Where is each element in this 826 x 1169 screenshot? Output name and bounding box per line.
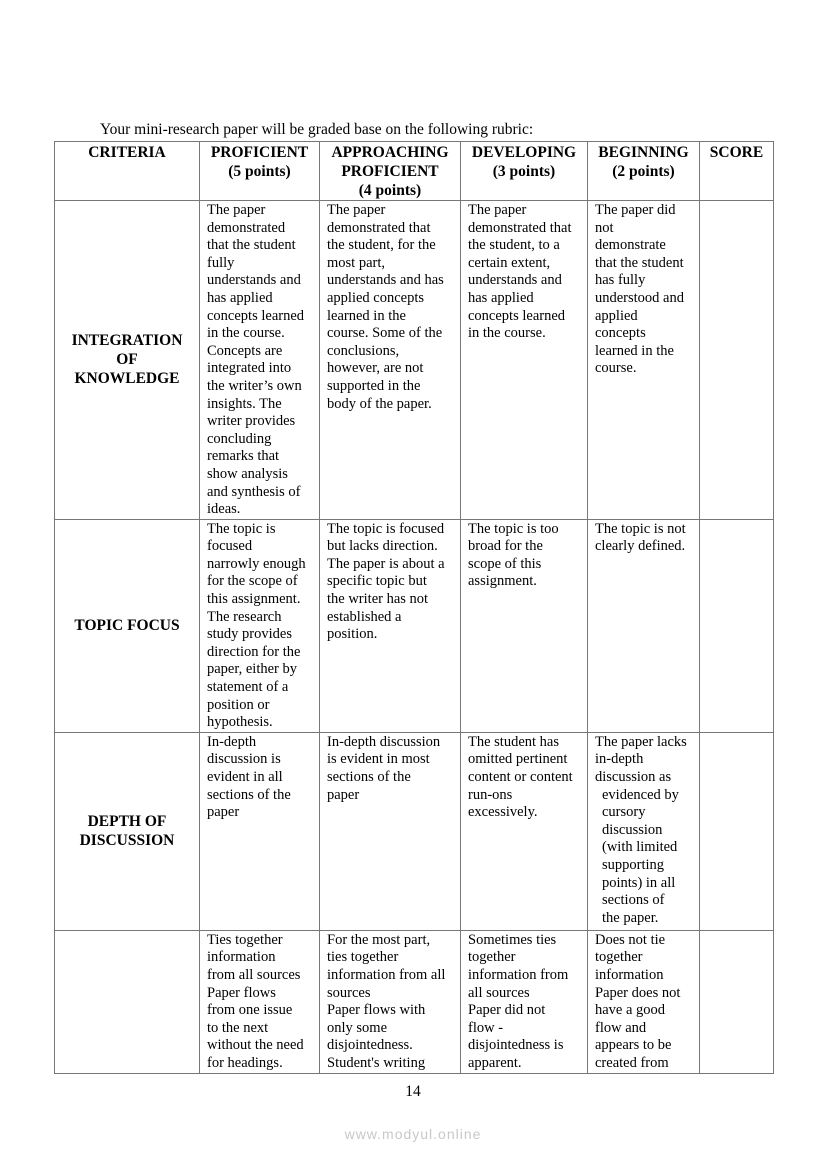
cell-text-line: DEPTH OF — [87, 813, 167, 831]
cell-text-line: fully — [207, 254, 235, 271]
cell-beginning — [588, 201, 700, 520]
header-developing: DEVELOPING (3 points) — [461, 142, 588, 201]
cell-text-line: The paper lacks — [595, 733, 687, 750]
cell-text-line: sections of — [602, 892, 665, 909]
cell-text-line: and synthesis of — [207, 483, 301, 500]
cell-text-line: the student, for the — [327, 237, 436, 254]
cell-text-line: appears to be — [595, 1037, 672, 1054]
cell-text-line: position. — [327, 626, 378, 643]
cell-text-line: without the need — [207, 1037, 304, 1054]
cell-proficient — [200, 519, 320, 732]
cell-text-line: The student has — [468, 733, 560, 750]
cell-text-line: paper, either by — [207, 661, 298, 678]
cell-text-line: evident in all — [207, 769, 283, 785]
criteria-topic-focus — [55, 519, 200, 732]
watermark: www.modyul.online — [344, 1126, 482, 1142]
cell-text-line: established a — [327, 608, 402, 625]
cell-text-line: certain extent, — [468, 254, 551, 271]
cell-proficient — [200, 201, 320, 520]
cell-text-line: Paper did not — [468, 1002, 546, 1019]
cell-text-line: remarks that — [207, 448, 280, 465]
cell-developing — [461, 201, 588, 520]
cell-text-line: body of the paper. — [327, 395, 432, 412]
cell-text-line: The paper — [468, 202, 527, 218]
cell-approaching — [320, 930, 461, 1073]
cell-text-line: only some — [327, 1019, 388, 1036]
cell-text-line: insights. The — [207, 395, 282, 412]
cell-text-line: applied — [595, 307, 638, 324]
score-cell[interactable] — [700, 732, 774, 930]
cell-text-line: information from — [468, 967, 569, 983]
cell-text-line: supporting — [602, 856, 665, 873]
rubric-table — [54, 141, 774, 1074]
cell-text-line: that the student — [595, 254, 684, 271]
criteria-empty — [55, 930, 200, 1073]
cell-text-line: integrated into — [207, 360, 292, 377]
cell-text-line: points) in all — [602, 874, 676, 891]
cell-text-line: demonstrated that — [327, 219, 431, 236]
cell-text-line: Student's writing — [327, 1054, 426, 1071]
cell-text-line: applied concepts — [327, 289, 425, 306]
cell-text-line: sections of the — [327, 769, 411, 785]
cell-text-line: demonstrated — [207, 219, 286, 236]
cell-developing — [461, 519, 588, 732]
cell-text-line: disjointedness is — [468, 1037, 564, 1054]
cell-text-line: in the course. — [468, 325, 546, 342]
cell-text-line: flow - — [468, 1019, 504, 1036]
cell-text-line: concluding — [207, 430, 272, 447]
cell-text-line: the writer has not — [327, 591, 429, 608]
cell-text-line: The paper — [327, 202, 386, 218]
cell-text-line: statement of a — [207, 679, 289, 696]
table-row — [55, 930, 774, 1073]
cell-text-line: conclusions, — [327, 342, 400, 359]
cell-text-line: however, are not — [327, 360, 424, 377]
cell-text-line: scope of this — [468, 555, 542, 572]
cell-text-line: clearly defined. — [595, 538, 686, 555]
cell-text-line: but lacks direction. — [327, 538, 438, 555]
table-row — [55, 732, 774, 930]
cell-text-line: The topic is too — [468, 520, 559, 537]
cell-text-line: The paper is about a — [327, 555, 445, 572]
cell-text-line: DISCUSSION — [79, 832, 175, 850]
cell-text-line: paper — [207, 804, 240, 821]
cell-text-line: is evident in most — [327, 751, 430, 768]
cell-text-line: cursory — [602, 804, 646, 821]
cell-approaching — [320, 201, 461, 520]
cell-text-line: position or — [207, 696, 270, 713]
criteria-integration-of-knowledge — [55, 201, 200, 520]
cell-text-line: In-depth — [207, 733, 257, 750]
cell-text-line: excessively. — [468, 804, 538, 821]
cell-text-line: discussion as — [595, 769, 672, 785]
score-cell[interactable] — [700, 930, 774, 1073]
cell-text-line: has fully — [595, 272, 646, 289]
cell-text-line: concepts — [595, 325, 646, 342]
cell-text-line: for headings. — [207, 1054, 283, 1071]
cell-text-line: ties together — [327, 949, 399, 966]
cell-text-line: from one issue — [207, 1002, 293, 1019]
score-cell[interactable] — [700, 519, 774, 732]
cell-text-line: understands and — [207, 272, 301, 289]
cell-text-line: sections of the — [207, 786, 291, 803]
score-cell[interactable] — [700, 201, 774, 520]
cell-text-line: study provides — [207, 626, 292, 643]
cell-text-line: the paper. — [602, 909, 659, 926]
header-score: SCORE — [700, 142, 774, 201]
cell-text-line: The topic is — [207, 520, 276, 537]
cell-approaching — [320, 732, 461, 930]
rubric-intro: Your mini-research paper will be graded base on the following rubric: — [100, 121, 534, 138]
cell-text-line: in-depth — [595, 751, 644, 768]
cell-approaching — [320, 519, 461, 732]
cell-beginning — [588, 930, 700, 1073]
cell-text-line: have a good — [595, 1002, 666, 1019]
cell-proficient — [200, 930, 320, 1073]
cell-text-line: focused — [207, 538, 253, 555]
cell-text-line: OF — [116, 351, 138, 369]
cell-text-line: Paper does not — [595, 984, 681, 1001]
table-row — [55, 519, 774, 732]
cell-text-line: paper — [327, 786, 360, 803]
header-approaching-proficient: APPROACHING PROFICIENT (4 points) — [320, 142, 461, 201]
cell-text-line: assignment. — [468, 573, 537, 590]
cell-text-line: Does not tie — [595, 931, 666, 948]
cell-text-line: apparent. — [468, 1054, 522, 1071]
header-beginning: BEGINNING (2 points) — [588, 142, 700, 201]
cell-text-line: run-ons — [468, 786, 513, 803]
cell-text-line: ideas. — [207, 501, 241, 518]
cell-text-line: learned in the — [327, 307, 406, 324]
cell-text-line: discussion — [602, 821, 663, 838]
cell-text-line: concepts learned — [207, 307, 305, 324]
cell-text-line: flow and — [595, 1019, 647, 1036]
cell-text-line: information from all — [327, 967, 446, 983]
cell-text-line: The paper — [207, 202, 266, 218]
cell-text-line: understood and — [595, 289, 684, 306]
page-number: 14 — [405, 1083, 421, 1100]
cell-text-line: The paper did — [595, 202, 676, 218]
cell-text-line: narrowly enough — [207, 555, 306, 572]
cell-text-line: understands and — [468, 272, 562, 289]
cell-text-line: to the next — [207, 1019, 269, 1036]
cell-text-line: show analysis — [207, 465, 288, 482]
cell-text-line: The topic is not — [595, 520, 686, 537]
table-row — [55, 201, 774, 520]
cell-text-line: specific topic but — [327, 573, 427, 590]
cell-text-line: disjointedness. — [327, 1037, 413, 1054]
cell-text-line: Concepts are — [207, 342, 283, 359]
cell-text-line: that the student — [207, 237, 296, 254]
cell-text-line: KNOWLEDGE — [74, 370, 180, 388]
cell-text-line: INTEGRATION — [71, 332, 183, 350]
cell-proficient — [200, 732, 320, 930]
cell-developing — [461, 930, 588, 1073]
cell-text-line: not — [595, 219, 614, 236]
cell-text-line: together — [595, 949, 643, 966]
cell-text-line: TOPIC FOCUS — [74, 617, 180, 635]
cell-text-line: Paper flows — [207, 984, 276, 1001]
cell-text-line: evidenced by — [602, 786, 679, 803]
cell-beginning — [588, 732, 700, 930]
cell-text-line: for the scope of — [207, 573, 298, 590]
cell-text-line: information — [207, 949, 276, 966]
header-criteria: CRITERIA — [55, 142, 200, 201]
cell-text-line: omitted pertinent — [468, 751, 568, 768]
cell-beginning — [588, 519, 700, 732]
cell-developing — [461, 732, 588, 930]
cell-text-line: has applied — [468, 289, 534, 306]
cell-text-line: all sources — [468, 984, 530, 1001]
cell-text-line: supported in the — [327, 377, 421, 394]
cell-text-line: learned in the — [595, 342, 674, 359]
cell-text-line: Ties together — [207, 931, 283, 948]
criteria-depth-of-discussion — [55, 732, 200, 930]
cell-text-line: the writer’s own — [207, 377, 302, 394]
cell-text-line: created from — [595, 1054, 669, 1071]
cell-text-line: discussion is — [207, 751, 281, 768]
cell-text-line: most part, — [327, 254, 385, 271]
cell-text-line: (with limited — [602, 839, 678, 856]
cell-text-line: together — [468, 949, 516, 966]
cell-text-line: Sometimes ties — [468, 931, 557, 948]
cell-text-line: In-depth discussion — [327, 733, 441, 750]
cell-text-line: The topic is focused — [327, 520, 445, 537]
cell-text-line: information — [595, 967, 664, 983]
cell-text-line: demonstrated that — [468, 219, 572, 236]
cell-text-line: understands and has — [327, 272, 444, 289]
cell-text-line: the student, to a — [468, 237, 560, 254]
cell-text-line: Paper flows with — [327, 1002, 426, 1019]
header-row — [55, 142, 774, 201]
cell-text-line: content or content — [468, 769, 573, 785]
cell-text-line: course. Some of the — [327, 325, 443, 342]
cell-text-line: For the most part, — [327, 931, 431, 948]
cell-text-line: concepts learned — [468, 307, 566, 324]
cell-text-line: demonstrate — [595, 237, 666, 254]
cell-text-line: course. — [595, 360, 637, 377]
cell-text-line: in the course. — [207, 325, 285, 342]
cell-text-line: hypothesis. — [207, 714, 273, 731]
cell-text-line: direction for the — [207, 643, 301, 660]
cell-text-line: from all sources — [207, 967, 301, 983]
header-proficient: PROFICIENT (5 points) — [200, 142, 320, 201]
cell-text-line: this assignment. — [207, 591, 301, 608]
cell-text-line: writer provides — [207, 413, 296, 430]
cell-text-line: The research — [207, 608, 282, 625]
cell-text-line: broad for the — [468, 538, 543, 555]
cell-text-line: has applied — [207, 289, 273, 306]
cell-text-line: sources — [327, 984, 371, 1001]
